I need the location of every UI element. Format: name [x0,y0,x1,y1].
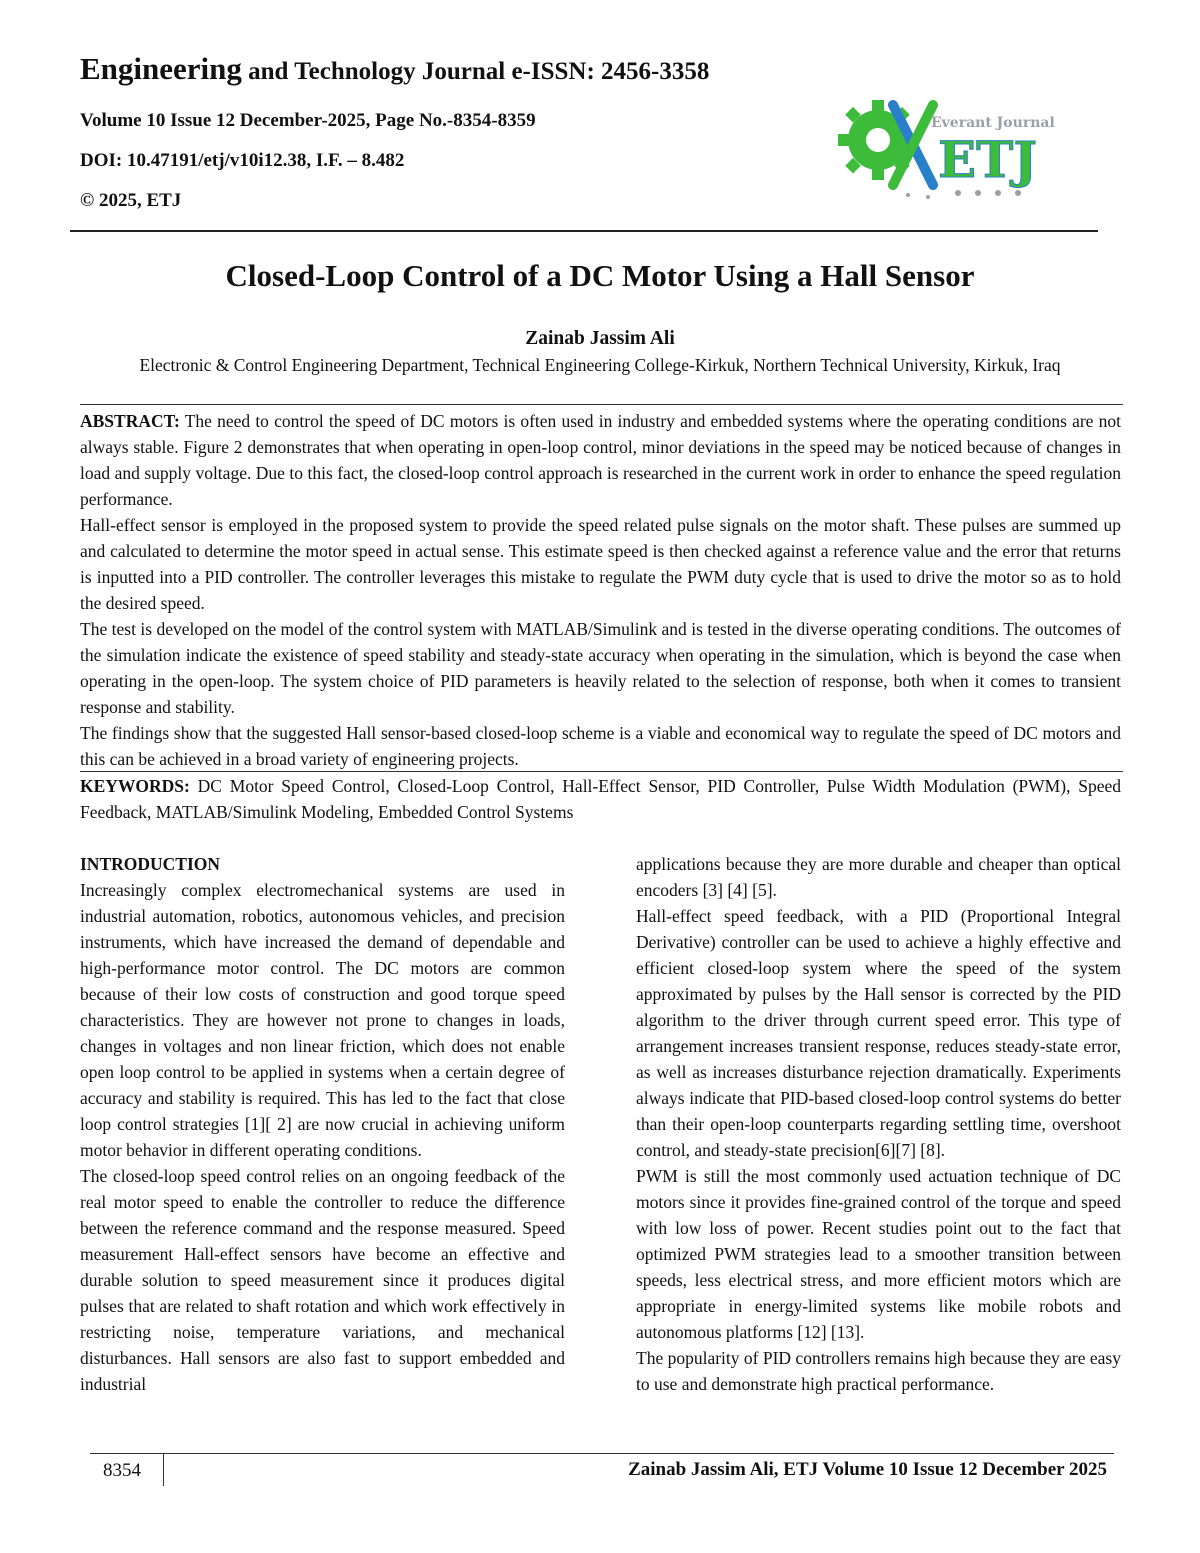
abstract [80,408,1121,772]
keywords [80,773,1121,825]
footer-citation: Zainab Jassim Ali, ETJ Volume 10 Issue 12 December 2025 [628,1459,1107,1480]
intro-paragraph-4: Hall-effect speed feedback, with a PID (Proportional Integral Derivative) controller can be used to achieve a highly effective and efficient closed-loop system where the speed of the system approximated by pulses by the Hall sensor is corrected by the PID algorithm to the driver through current speed error. This type of arrangement increases transient response, reduces steady-state error, as well as increases disturbance rejection dramatically. Experiments always indicate that PID-based closed-loop control systems do better than their open-loop counterparts regarding settling time, overshoot control, and steady-state precision[6][7] [8]. [636,906,1121,1160]
author-name: Zainab Jassim Ali [525,328,675,349]
keywords-text: DC Motor Speed Control, Closed-Loop Control, Hall-Effect Sensor, PID Controller, Pulse Width Modulation (PWM), Speed Feedback, MATLAB/Simulink Modeling, Embedded Control Systems [80,776,1121,822]
abstract-top-rule [80,404,1123,405]
abstract-paragraph-2: Hall-effect sensor is employed in the proposed system to provide the speed related pulse signals on the motor shaft. These pulses are summed up and calculated to determine the motor speed in actual sense. This estimate speed is then checked against a reference value and the error that returns is inputted into a PID controller. The controller leverages this mistake to regulate the PWM duty cycle that is used to drive the motor so as to hold the desired speed. [80,515,1121,613]
logo-text-top: Everant Journal [931,115,1055,131]
author-affiliation: Electronic & Control Engineering Department, Technical Engineering College-Kirkuk, Northern Technical University, Kirkuk, Iraq [139,355,1061,375]
keywords-top-rule [80,771,1123,772]
page-number: 8354 [103,1460,141,1481]
volume-line: Volume 10 Issue 12 December-2025, Page No.-8354-8359 [80,110,536,131]
copyright-line: © 2025, ETJ [80,190,182,211]
journal-title-rest: and Technology Journal e-ISSN: 2456-3358 [241,58,710,85]
journal-title-first-word: Engineering [80,51,242,86]
journal-header [80,52,709,84]
intro-paragraph-1: Increasingly complex electromechanical systems are used in industrial automation, robotics, autonomous vehicles, and precision instruments, which have increased the demand of dependable and high-performance motor control. The DC motors are common because of their low costs of construction and good torque speed characteristics. They are however not prone to changes in loads, changes in voltages and non linear friction, which does not enable open loop control to be applied in systems when a certain degree of accuracy and stability is required. This has led to the fact that close loop control strategies [1][ 2] are now crucial in achieving uniform motor behavior in different operating conditions. [80,880,565,1160]
right-column [636,851,1121,1397]
header-divider [70,230,1098,232]
abstract-paragraph-4: The findings show that the suggested Hall sensor-based closed-loop scheme is a viable and economical way to regulate the speed of DC motors and this can be achieved in a broad variety of engineering projects. [80,723,1121,769]
journal-title [80,52,709,84]
doi-line: DOI: 10.47191/etj/v10i12.38, I.F. – 8.482 [80,150,405,171]
keywords-label: KEYWORDS: [80,776,190,796]
abstract-paragraph-1 [80,408,1121,512]
intro-paragraph-5: PWM is still the most commonly used actuation technique of DC motors since it provides fine-grained control of the torque and speed with low loss of power. Recent studies point out to the fact that optimized PWM strategies lead to a smoother transition between speeds, less electrical stress, and more efficient motors which are appropriate in energy-limited systems like mobile robots and autonomous platforms [12] [13]. [636,1166,1121,1342]
logo-text-main: ETJ [938,130,1037,189]
abstract-paragraph-3: The test is developed on the model of the control system with MATLAB/Simulink and is tested in the diverse operating conditions. The outcomes of the simulation indicate the existence of speed stability and steady-state accuracy when operating in the simulation, which is beyond the case when operating in the open-loop. The system choice of PID parameters is heavily related to the selection of response, both when it comes to transient response and stability. [80,619,1121,717]
section-heading-introduction: INTRODUCTION [80,854,221,874]
footer-separator [163,1454,164,1486]
logo-dots [906,190,1021,199]
left-column [80,851,565,1397]
intro-paragraph-2: The closed-loop speed control relies on an ongoing feedback of the real motor speed to enable the controller to reduce the difference between the reference command and the response measured. Speed measurement Hall-effect sensors have become an effective and durable solution to speed measurement since it produces digital pulses that are related to shaft rotation and which work effectively in restricting noise, temperature variations, and mechanical disturbances. Hall sensors are also fast to support embedded and industrial [80,1166,565,1394]
intro-paragraph-3: applications because they are more durable and cheaper than optical encoders [3] [4] [5]. [636,854,1121,900]
intro-paragraph-6: The popularity of PID controllers remains high because they are easy to use and demonstrate high practical performance. [636,1348,1121,1394]
etj-logo [838,95,1058,205]
abstract-text-1: The need to control the speed of DC motors is often used in industry and embedded systems where the operating conditions are not always stable. Figure 2 demonstrates that when operating in open-loop control, minor deviations in the speed may be noticed because of changes in load and supply voltage. Due to this fact, the closed-loop control approach is researched in the current work in order to enhance the speed regulation performance. [80,411,1121,509]
abstract-label: ABSTRACT: [80,411,180,431]
paper-title: Closed-Loop Control of a DC Motor Using a Hall Sensor [225,258,975,293]
footer-divider [90,1453,1114,1454]
